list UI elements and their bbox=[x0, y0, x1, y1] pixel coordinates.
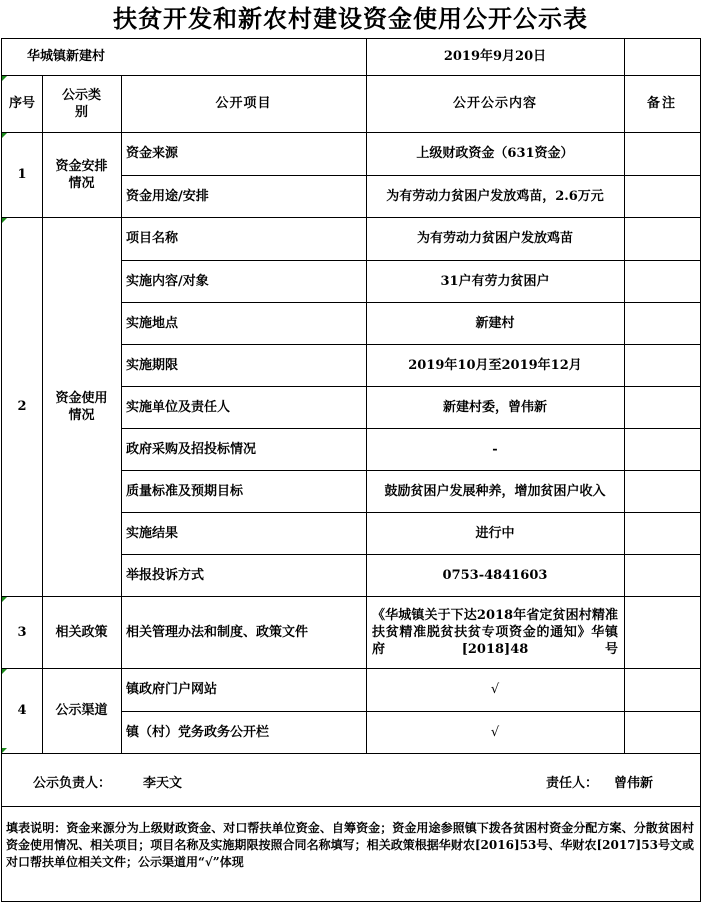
row-procurement-item: 政府采购及招投标情况 bbox=[126, 441, 257, 457]
row-funding-source-item: 资金来源 bbox=[126, 146, 179, 161]
header-content: 公开公示内容 bbox=[452, 96, 537, 111]
page-title: 扶贫开发和新农村建设资金使用公开公示表 bbox=[113, 5, 588, 33]
cell-marker bbox=[2, 597, 7, 602]
group-2-category: 资金使用情况 bbox=[55, 390, 108, 423]
cell-marker bbox=[2, 669, 7, 674]
row-policy-content: 《华城镇关于下达2018年省定贫困村精准扶贫精准脱贫扶贫专项资金的通知》华镇府[2018]48号 bbox=[372, 607, 618, 657]
header-category: 公示类别 bbox=[61, 87, 101, 120]
row-website-check: √ bbox=[490, 682, 500, 697]
row-quality-item: 质量标准及预期目标 bbox=[126, 483, 244, 499]
header-seq: 序号 bbox=[8, 96, 35, 111]
row-complaint-item: 举报投诉方式 bbox=[126, 567, 205, 583]
group-4-seq: 4 bbox=[17, 703, 27, 718]
cell-marker bbox=[2, 748, 7, 753]
fill-instructions: 填表说明：资金来源分为上级财政资金、对口帮扶单位资金、自筹资金；资金用途参照镇下拨各贫困村资金分配方案、分散贫困村资金使用情况、相关项目；项目名称及实施期限按照合同名称填写；相关政策根据华财农[2016]53号、华财农[2017]53号文或对口帮扶单位相关文件；公示渠道用“√”体现 bbox=[6, 821, 694, 869]
row-funding-source-content: 上级财政资金（631资金） bbox=[416, 146, 574, 161]
row-funding-use-item: 资金用途/安排 bbox=[126, 188, 209, 204]
row-funding-use-content: 为有劳动力贫困户发放鸡苗，2.6万元 bbox=[386, 188, 604, 204]
row-project-name-item: 项目名称 bbox=[126, 231, 179, 246]
row-unit-item: 实施单位及责任人 bbox=[126, 399, 231, 415]
header-item: 公开项目 bbox=[215, 96, 272, 111]
publisher-name: 李天文 bbox=[143, 776, 183, 791]
row-location-item: 实施地点 bbox=[126, 315, 179, 331]
row-result-content: 进行中 bbox=[475, 525, 515, 541]
row-complaint-content: 0753-4841603 bbox=[442, 567, 548, 583]
town-village-label: 华城镇新建村 bbox=[27, 49, 106, 64]
group-1-seq: 1 bbox=[17, 167, 27, 182]
cell-marker bbox=[2, 133, 7, 138]
row-target-content: 31户有劳力贫困户 bbox=[440, 273, 550, 289]
group-4-category: 公示渠道 bbox=[55, 703, 108, 718]
row-website-item: 镇政府门户网站 bbox=[126, 682, 218, 697]
row-period-item: 实施期限 bbox=[126, 357, 179, 373]
publisher-label: 公示负责人： bbox=[33, 776, 112, 791]
row-bulletin-check: √ bbox=[490, 724, 500, 740]
group-3-seq: 3 bbox=[17, 624, 27, 640]
group-3-category: 相关政策 bbox=[55, 624, 108, 640]
row-unit-content: 新建村委，曾伟新 bbox=[442, 399, 547, 415]
row-procurement-content: - bbox=[492, 441, 498, 457]
row-quality-content: 鼓励贫困户发展种养，增加贫困户收入 bbox=[384, 483, 606, 499]
cell-marker bbox=[2, 76, 7, 81]
row-project-name-content: 为有劳动力贫困户发放鸡苗 bbox=[416, 231, 573, 246]
group-1-category: 资金安排情况 bbox=[55, 158, 108, 191]
row-location-content: 新建村 bbox=[475, 315, 515, 331]
group-2-seq: 2 bbox=[17, 399, 27, 414]
date-label: 2019年9月20日 bbox=[443, 49, 547, 64]
responsible-label: 责任人： bbox=[546, 776, 599, 791]
row-result-item: 实施结果 bbox=[126, 525, 179, 541]
row-bulletin-item: 镇（村）党务政务公开栏 bbox=[126, 724, 270, 740]
row-period-content: 2019年10月至2019年12月 bbox=[408, 357, 582, 373]
header-remark: 备注 bbox=[646, 96, 677, 111]
cell-marker bbox=[2, 218, 7, 223]
row-target-item: 实施内容/对象 bbox=[126, 273, 209, 289]
row-policy-item: 相关管理办法和制度、政策文件 bbox=[126, 624, 309, 640]
responsible-name: 曾伟新 bbox=[614, 776, 654, 791]
